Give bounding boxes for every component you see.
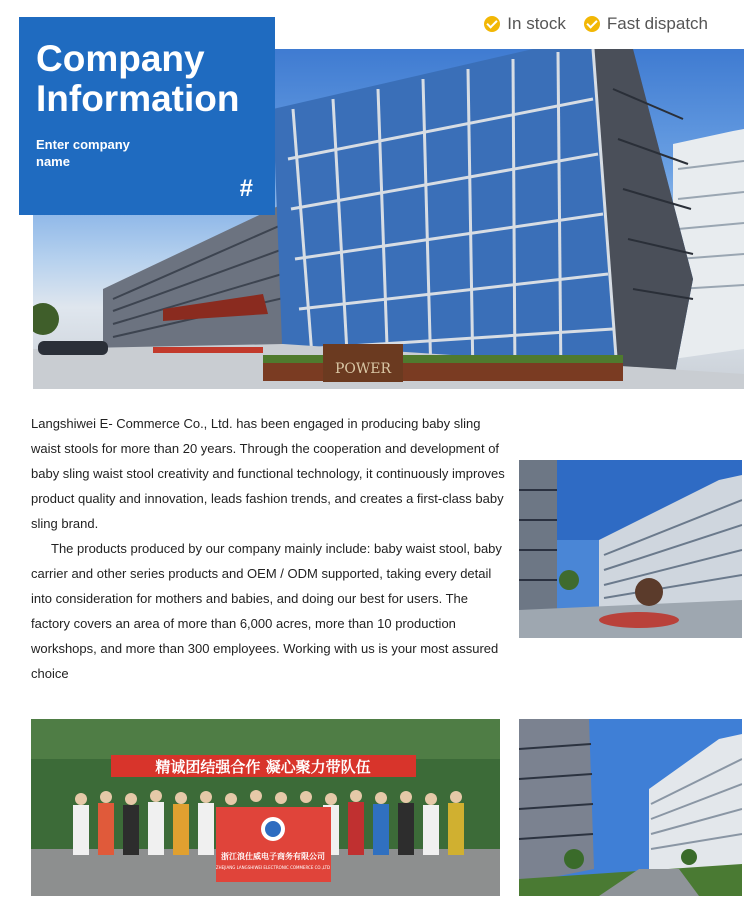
- company-description: [31, 411, 505, 686]
- badge-row: [484, 14, 708, 34]
- team-flag-subtext: ZHEJIANG LANGSHIWEI ELECTRONIC COMMERCE CO.,LTD: [215, 865, 331, 870]
- factory-buildings-photo: [519, 719, 742, 896]
- check-circle-icon: [584, 16, 600, 32]
- badge-fast-dispatch: [584, 14, 708, 34]
- hero-sign-text: POWER: [334, 361, 392, 377]
- check-circle-icon: [484, 16, 500, 32]
- team-group-photo: [31, 719, 500, 896]
- badge-label: In stock: [507, 14, 566, 33]
- team-flag-text: 浙江浪仕威电子商务有限公司: [221, 852, 325, 861]
- description-paragraph-2: The products produced by our company mainly include: baby waist stool, baby carrier and other series products and OEM / ODM supported, taking every detail into consideration for mothers and babies, and doing our best for users. The factory covers an area of more than 6,000 acres, more than 10 production workshops, and more than 300 employees. Working with us is your most assured choice: [31, 541, 502, 681]
- hash-symbol: #: [239, 175, 253, 202]
- team-banner-text: 精诚团结强合作 凝心聚力带队伍: [155, 758, 371, 776]
- company-info-title-box: [19, 17, 275, 215]
- office-building-photo: [519, 460, 742, 638]
- company-name-placeholder: Enter company name: [36, 137, 130, 169]
- badge-in-stock: [484, 14, 566, 34]
- badge-label: Fast dispatch: [606, 14, 708, 33]
- description-paragraph-1: Langshiwei E- Commerce Co., Ltd. has been engaged in producing baby sling waist stools for more than 20 years. Through the cooperation and development of baby sling waist stool creativity and functional technology, it continuously improves product quality and innovation, leads fashion trends, and creates a first-class baby sling brand.: [31, 416, 505, 531]
- section-title: Company Information: [36, 38, 240, 119]
